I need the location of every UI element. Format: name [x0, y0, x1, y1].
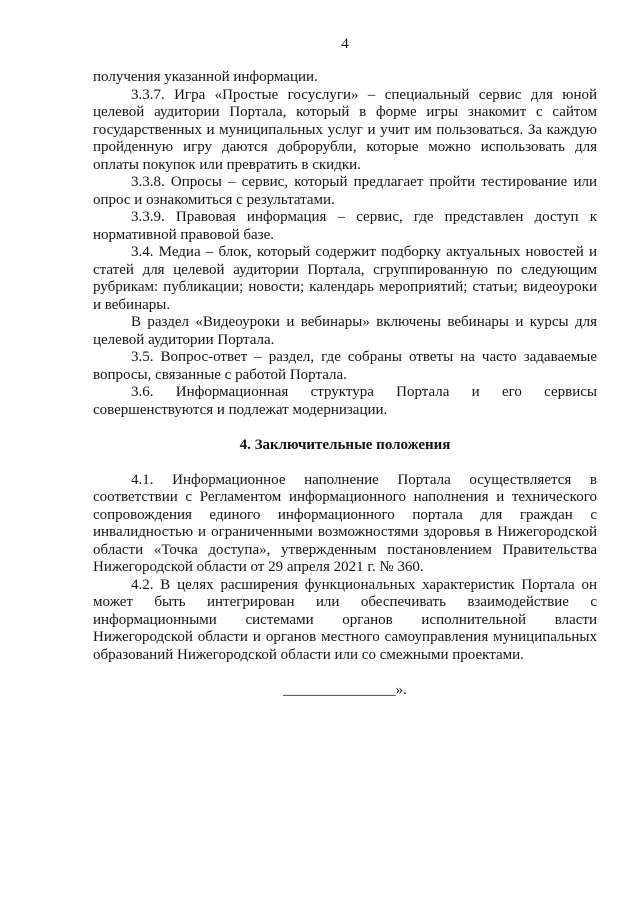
text-line: инвалидностью и ограниченными возможностями здоровья в Нижегородской: [93, 524, 597, 540]
section-heading: 4. Заключительные положения: [239, 436, 451, 453]
text-line: образований Нижегородской области или со смежными проектами.: [93, 646, 524, 663]
text-line: области «Точка доступа», утвержденным постановлением Правительства: [93, 541, 597, 558]
text-line: 4.1. Информационное наполнение Портала осуществляется в: [131, 471, 597, 488]
text-line: рубрикам: публикации; новости; календарь мероприятий; статьи; видеоуроки: [93, 279, 597, 295]
text-line: целевой аудитории Портала, который в форме игры знакомит с сайтом: [93, 104, 597, 120]
text-line: 3.5. Вопрос-ответ – раздел, где собраны ответы на часто задаваемые: [131, 349, 597, 365]
paragraph-3-3-8: [93, 174, 597, 209]
text-line: пройденную игру даются доброрубли, которые можно использовать для: [93, 139, 597, 155]
text-line: может быть интегрирован или обеспечивать взаимодействие с: [93, 594, 597, 610]
text-line: Нижегородской области от 29 апреля 2021 г. № 360.: [93, 559, 424, 575]
paragraph-3-3-9: [93, 209, 597, 244]
paragraph-3-6: [93, 384, 597, 419]
text-line: информационными системами органов исполнительной власти: [93, 611, 597, 628]
page-number: 4: [341, 36, 349, 52]
paragraph-continuation: [93, 69, 597, 87]
text-line: получения указанной информации.: [93, 69, 318, 85]
text-line: вопросы, связанные с работой Портала.: [93, 366, 347, 383]
paragraph-4-1: [93, 472, 597, 577]
text-line: В раздел «Видеоуроки и вебинары» включены вебинары и курсы для: [131, 314, 597, 330]
text-line: совершенствуются и подлежат модернизации.: [93, 401, 388, 418]
text-line: 3.3.9. Правовая информация – сервис, где представлен доступ к: [131, 209, 597, 225]
paragraph-3-3-7: [93, 87, 597, 175]
text-line: опрос и ознакомиться с результатами.: [93, 191, 335, 208]
text-line: оплаты покупок или превратить в скидки.: [93, 156, 361, 173]
text-line: 3.6. Информационная структура Портала и его сервисы: [131, 384, 597, 400]
closing-mark: _______________».: [283, 681, 407, 698]
paragraph-3-4: [93, 244, 597, 314]
text-line: 4.2. В целях расширения функциональных характеристик Портала он: [131, 576, 597, 593]
text-line: статей для целевой аудитории Портала, сгруппированную по следующим: [93, 261, 597, 278]
paragraph-3-5: [93, 349, 597, 384]
text-line: 3.4. Медиа – блок, который содержит подборку актуальных новостей и: [131, 244, 597, 260]
text-line: 3.3.7. Игра «Простые госуслуги» – специальный сервис для юной: [131, 86, 597, 103]
text-line: нормативной правовой базе.: [93, 226, 274, 243]
text-line: 3.3.8. Опросы – сервис, который предлагает пройти тестирование или: [131, 174, 597, 190]
paragraph-3-4-videos: [93, 314, 597, 349]
text-line: целевой аудитории Портала.: [93, 331, 275, 348]
text-line: сопровождения единого информационного портала для граждан с: [93, 506, 597, 523]
paragraph-4-2: [93, 577, 597, 665]
text-line: соответствии с Регламентом информационного наполнения и технического: [93, 489, 597, 505]
document-body: [93, 69, 597, 699]
text-line: и вебинары.: [93, 296, 171, 313]
text-line: Нижегородской области и органов местного самоуправления муниципальных: [93, 629, 597, 645]
text-line: государственных и муниципальных услуг и учит им пользоваться. За каждую: [93, 121, 597, 138]
